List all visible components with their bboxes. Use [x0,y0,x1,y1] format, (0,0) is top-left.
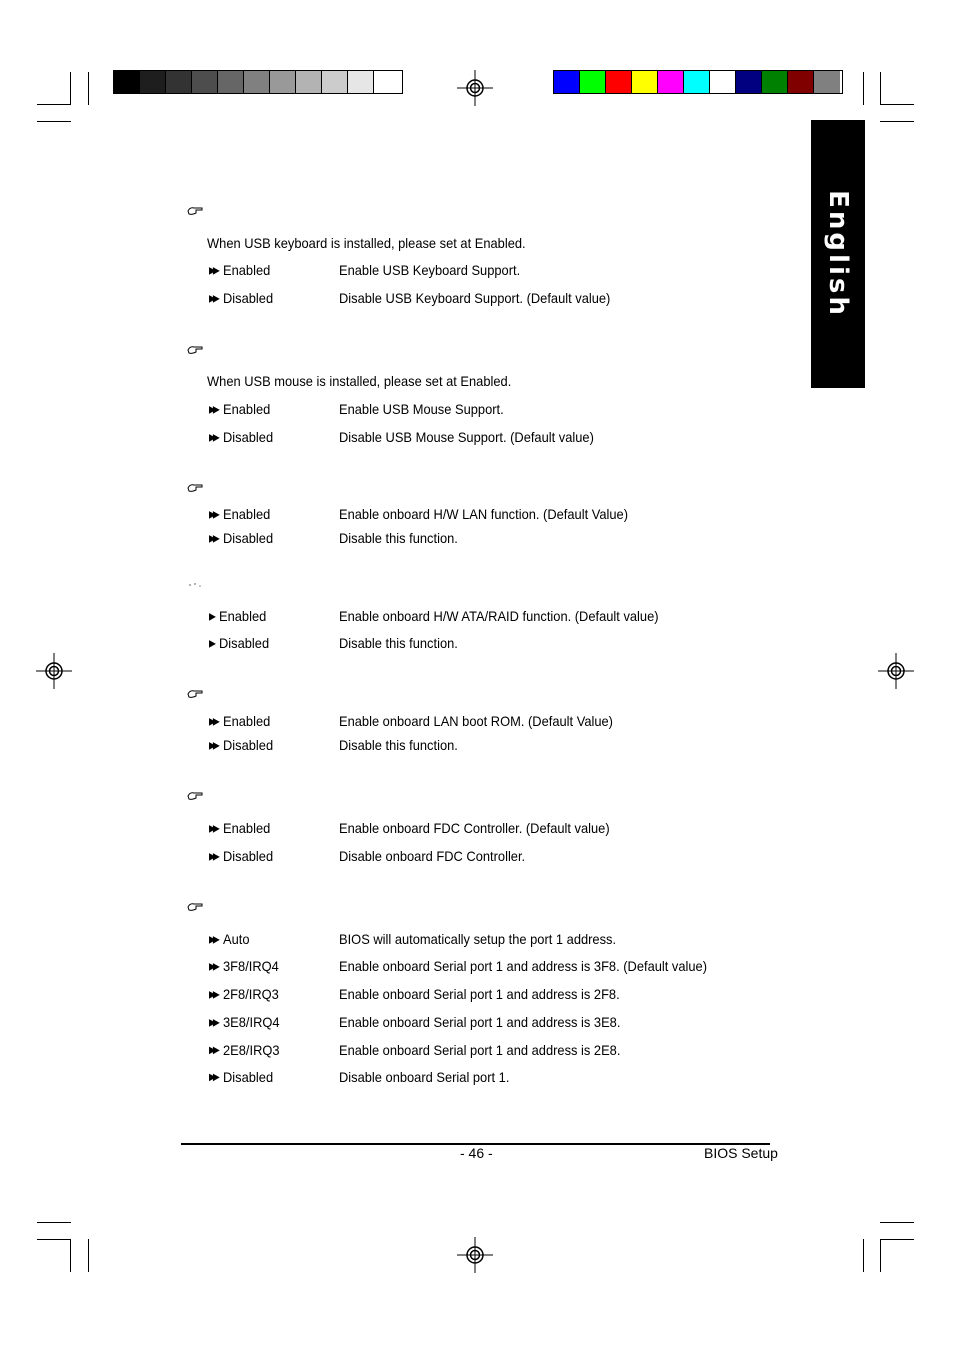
section-intro: When USB mouse is installed, please set at Enabled. [207,373,512,389]
color-swatch [296,71,322,93]
color-swatch [762,71,788,93]
option-description: Enable onboard Serial port 1 and address is 3E8. [339,1014,621,1030]
double-arrow-icon: ▶▶ [209,1043,217,1055]
option-name: ▶▶ 3E8/IRQ4 [209,1014,280,1030]
registration-mark-bottom-icon [457,1237,493,1273]
color-swatch [192,71,218,93]
option-description: Disable onboard FDC Controller. [339,848,526,864]
option-name: ▶▶ Disabled [209,429,273,445]
option-name: ▶▶ Disabled [209,737,273,753]
double-arrow-icon: ▶▶ [209,987,217,999]
color-swatch [710,71,736,93]
option-name: ▶▶ Disabled [209,1069,273,1085]
color-swatch [218,71,244,93]
double-arrow-icon: ▶▶ [209,1015,217,1027]
option-name: ▶▶ Enabled [209,713,271,729]
color-swatch [114,71,140,93]
option-description: Disable this function. [339,635,458,651]
color-swatch [270,71,296,93]
color-swatch [140,71,166,93]
option-description: Enable onboard H/W LAN function. (Default Value) [339,506,629,522]
rgb-color-bar [553,70,843,94]
option-description: Enable onboard Serial port 1 and address is 2E8. [339,1042,621,1058]
option-description: Enable onboard Serial port 1 and address is 3F8. (Default value) [339,958,708,974]
option-description: Enable onboard H/W ATA/RAID function. (Default value) [339,608,659,624]
pointing-hand-icon [187,689,203,699]
color-swatch [580,71,606,93]
grayscale-color-bar [113,70,403,94]
color-swatch [374,71,400,93]
option-name: ▶▶ 3F8/IRQ4 [209,958,279,974]
option-description: Disable USB Keyboard Support. (Default value) [339,290,611,306]
option-name: ▶▶ 2E8/IRQ3 [209,1042,280,1058]
color-swatch [814,71,840,93]
option-name: ▶ Enabled [209,608,267,624]
option-name: ▶▶ Enabled [209,262,271,278]
option-name: ▶▶ Auto [209,931,250,947]
arrow-icon: ▶ [209,609,213,621]
option-name: ▶▶ Enabled [209,820,271,836]
option-description: Disable USB Mouse Support. (Default value) [339,429,594,445]
double-arrow-icon: ▶▶ [209,531,217,543]
pointing-hand-icon [187,483,203,493]
double-arrow-icon: ▶▶ [209,402,217,414]
option-description: Disable this function. [339,530,458,546]
option-name: ▶▶ Disabled [209,848,273,864]
double-arrow-icon: ▶▶ [209,849,217,861]
registration-mark-top-icon [457,70,493,106]
language-tab-label: English [823,190,853,318]
option-name: ▶▶ Enabled [209,401,271,417]
option-description: Enable onboard LAN boot ROM. (Default Value) [339,713,613,729]
option-description: Enable USB Keyboard Support. [339,262,521,278]
pointing-hand-icon [187,206,203,216]
color-swatch [348,71,374,93]
double-arrow-icon: ▶▶ [209,263,217,275]
page-number: - 46 - [460,1145,493,1161]
color-swatch [736,71,762,93]
option-description: Enable USB Mouse Support. [339,401,504,417]
pointing-hand-icon [187,345,203,355]
color-swatch [554,71,580,93]
double-arrow-icon: ▶▶ [209,714,217,726]
registration-mark-right-icon [878,653,914,689]
color-swatch [166,71,192,93]
double-arrow-icon: ▶▶ [209,1070,217,1082]
option-description: Enable onboard FDC Controller. (Default value) [339,820,610,836]
option-description: BIOS will automatically setup the port 1 address. [339,931,617,947]
option-description: Disable this function. [339,737,458,753]
option-name: ▶▶ Enabled [209,506,271,522]
double-arrow-icon: ▶▶ [209,932,217,944]
option-description: Disable onboard Serial port 1. [339,1069,510,1085]
pointing-hand-icon [187,791,203,801]
color-swatch [322,71,348,93]
language-tab [811,120,865,388]
double-arrow-icon: ▶▶ [209,738,217,750]
double-arrow-icon: ▶▶ [209,959,217,971]
section-intro: When USB keyboard is installed, please set at Enabled. [207,235,526,251]
color-swatch [244,71,270,93]
color-swatch [684,71,710,93]
double-arrow-icon: ▶▶ [209,507,217,519]
color-swatch [788,71,814,93]
option-name: ▶▶ 2F8/IRQ3 [209,986,279,1002]
faint-symbol-icon [187,580,203,590]
registration-mark-left-icon [36,653,72,689]
option-description: Enable onboard Serial port 1 and address is 2F8. [339,986,620,1002]
color-swatch [606,71,632,93]
option-name: ▶▶ Disabled [209,530,273,546]
pointing-hand-icon [187,902,203,912]
color-swatch [658,71,684,93]
color-swatch [632,71,658,93]
footer-section-title: BIOS Setup [704,1145,778,1161]
double-arrow-icon: ▶▶ [209,291,217,303]
option-name: ▶▶ Disabled [209,290,273,306]
option-name: ▶ Disabled [209,635,270,651]
double-arrow-icon: ▶▶ [209,821,217,833]
arrow-icon: ▶ [209,636,213,648]
double-arrow-icon: ▶▶ [209,430,217,442]
